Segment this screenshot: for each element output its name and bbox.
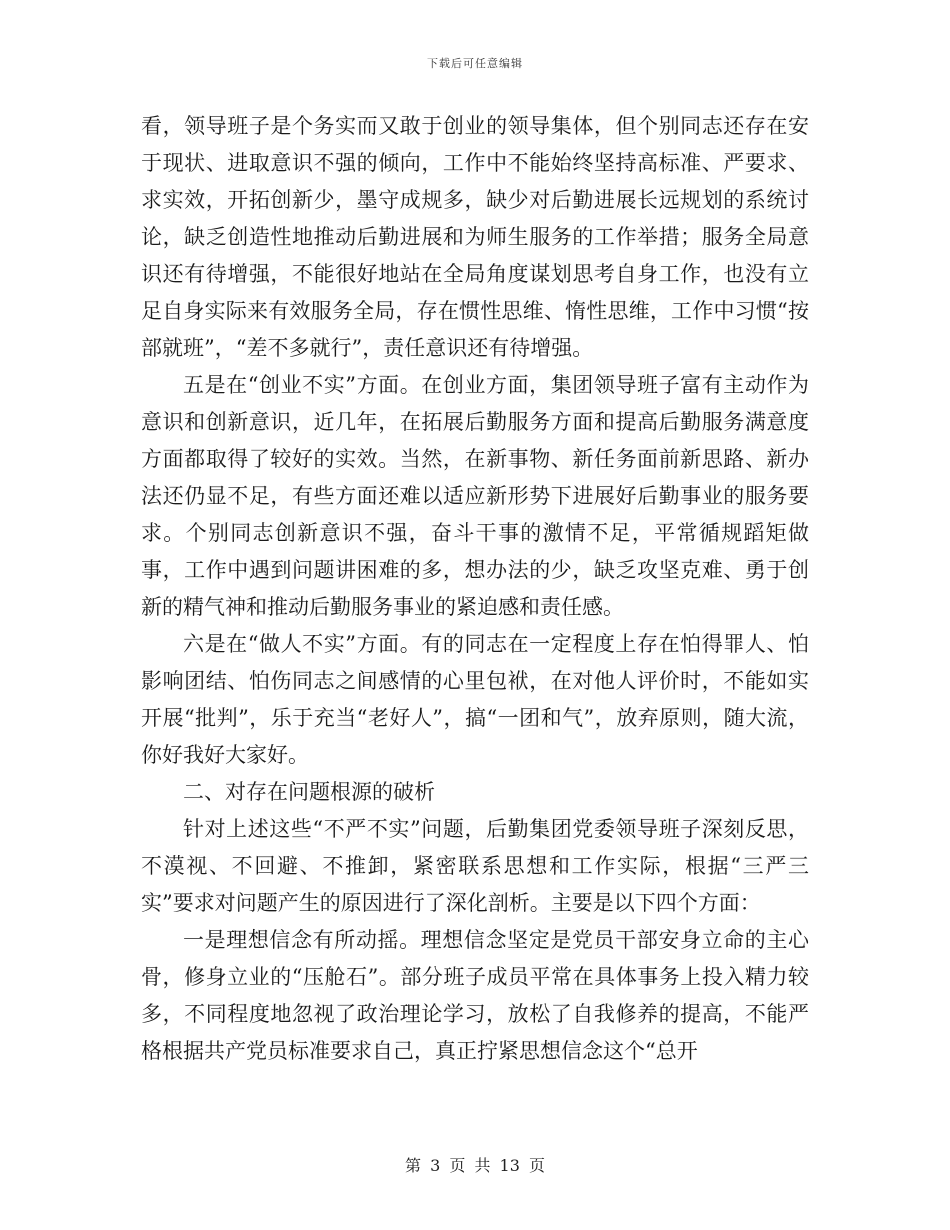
document-body	[141, 108, 809, 1070]
page-number: 第 3 页 共 13 页	[405, 1156, 545, 1175]
paragraph-point-five: 五是在“创业不实”方面。在创业方面，集团领导班子富有主动作为意识和创新意识，近几年，在拓展后勤服务方面和提高后勤服务满意度方面都取得了较好的实效。当然，在新事物、新任务面前新思路、新办法还仍显不足，有些方面还难以适应新形势下进展好后勤事业的服务要求。个别同志创新意识不强，奋斗干事的激情不足，平常循规蹈矩做事，工作中遇到问题讲困难的多，想办法的少，缺乏攻坚克难、勇于创新的精气神和推动后勤服务事业的紧迫感和责任感。	[141, 373, 809, 619]
paragraph-point-six: 六是在“做人不实”方面。有的同志在一定程度上存在怕得罪人、怕影响团结、怕伤同志之间感情的心里包袱，在对他人评价时，不能如实开展“批判”，乐于充当“老好人”，搞“一团和气”，放弃原则，随大流，你好我好大家好。	[141, 632, 809, 767]
paragraph-continuation: 看，领导班子是个务实而又敢于创业的领导集体，但个别同志还存在安于现状、进取意识不强的倾向，工作中不能始终坚持高标准、严要求、求实效，开拓创新少，墨守成规多，缺少对后勤进展长远规划的系统讨论，缺乏创造性地推动后勤进展和为师生服务的工作举措；服务全局意识还有待增强，不能很好地站在全局角度谋划思考自身工作，也没有立足自身实际来有效服务全局，存在惯性思维、惰性思维，工作中习惯“按部就班”，“差不多就行”，责任意识还有待增强。	[141, 114, 809, 360]
paragraph-point-one: 一是理想信念有所动摇。理想信念坚定是党员干部安身立命的主心骨，修身立业的“压舱石”。部分班子成员平常在具体事务上投入精力较多，不同程度地忽视了政治理论学习，放松了自我修养的提高，不能严格根据共产党员标准要求自己，真正拧紧思想信念这个“总开	[141, 928, 809, 1063]
download-note: 下载后可任意编辑	[427, 57, 523, 70]
paragraph-analysis-intro: 针对上述这些“不严不实”问题，后勤集团党委领导班子深刻反思，不漠视、不回避、不推卸，紧密联系思想和工作实际，根据“三严三实”要求对问题产生的原因进行了深化剖析。主要是以下四个方面：	[141, 817, 809, 915]
section-heading-two: 二、对存在问题根源的破析	[183, 780, 435, 804]
